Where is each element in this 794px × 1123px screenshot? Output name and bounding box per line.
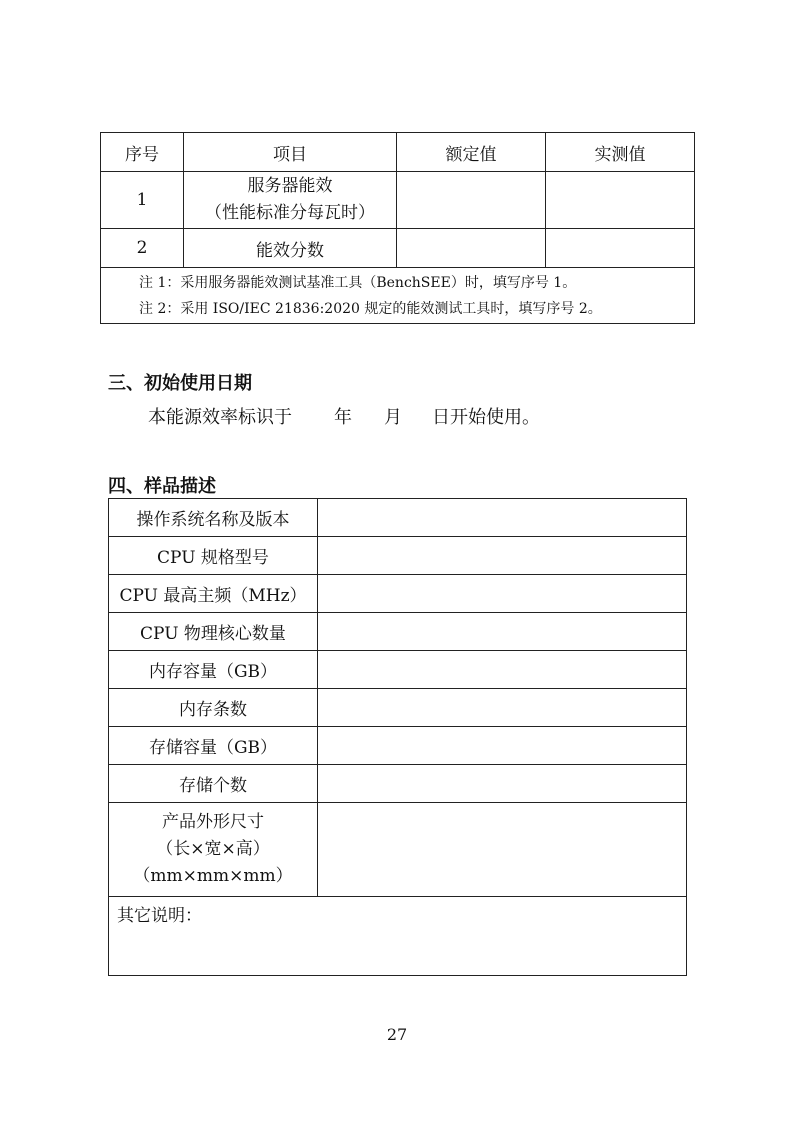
- size-label: [109, 803, 318, 897]
- item-line: 服务器能效: [247, 176, 333, 196]
- row-item: 能效分数: [184, 229, 397, 268]
- table-row: [109, 727, 687, 765]
- header-item: 项目: [184, 133, 397, 172]
- month-label: 月: [384, 407, 402, 428]
- table-row: [101, 172, 695, 229]
- section-heading-sample-description: 四、样品描述: [108, 476, 216, 497]
- date-suffix: 日开始使用。: [432, 407, 540, 428]
- note-2: 注 2：采用 ISO/IEC 21836:2020 规定的能效测试工具时，填写序号 2。: [139, 300, 602, 317]
- table-row: [109, 689, 687, 727]
- row-value-cell[interactable]: [318, 575, 687, 613]
- row-value-cell[interactable]: [318, 727, 687, 765]
- date-prefix: 本能源效率标识于: [148, 407, 292, 428]
- row-label: CPU 物理核心数量: [109, 613, 318, 651]
- table-row: [109, 537, 687, 575]
- header-no: 序号: [101, 133, 184, 172]
- measured-value-cell[interactable]: [546, 229, 695, 268]
- row-value-cell[interactable]: [318, 689, 687, 727]
- row-value-cell[interactable]: [318, 499, 687, 537]
- other-notes-cell[interactable]: [109, 897, 687, 976]
- header-measured: 实测值: [546, 133, 695, 172]
- initial-use-date-line: [148, 403, 540, 429]
- notes-row: [101, 268, 695, 324]
- size-label-line: 产品外形尺寸: [162, 812, 264, 832]
- row-no: 2: [101, 229, 184, 268]
- table-row: [109, 651, 687, 689]
- row-no: 1: [101, 172, 184, 229]
- notes-cell: [101, 268, 695, 324]
- page-number: 27: [386, 1025, 408, 1044]
- row-label: 存储容量（GB）: [109, 727, 318, 765]
- table-row: [109, 613, 687, 651]
- sample-description-table: [108, 498, 687, 976]
- section-heading-initial-use-date: 三、初始使用日期: [108, 373, 252, 394]
- header-rated: 额定值: [397, 133, 546, 172]
- size-value-cell[interactable]: [318, 803, 687, 897]
- note-1: 注 1：采用服务器能效测试基准工具（BenchSEE）时，填写序号 1。: [139, 274, 577, 291]
- energy-efficiency-table: [100, 132, 695, 324]
- rated-value-cell[interactable]: [397, 172, 546, 229]
- row-label: CPU 规格型号: [109, 537, 318, 575]
- row-value-cell[interactable]: [318, 537, 687, 575]
- item-line: （性能标准分每瓦时）: [205, 203, 375, 223]
- row-value-cell[interactable]: [318, 765, 687, 803]
- table-row: [109, 803, 687, 897]
- row-value-cell[interactable]: [318, 613, 687, 651]
- table-row: [109, 499, 687, 537]
- row-label: 内存容量（GB）: [109, 651, 318, 689]
- row-label: 内存条数: [109, 689, 318, 727]
- table-row: [109, 765, 687, 803]
- row-item: [184, 172, 397, 229]
- size-label-line: （mm×mm×mm）: [133, 866, 293, 886]
- row-value-cell[interactable]: [318, 651, 687, 689]
- table-row: [101, 229, 695, 268]
- row-label: 存储个数: [109, 765, 318, 803]
- other-notes-row: [109, 897, 687, 976]
- rated-value-cell[interactable]: [397, 229, 546, 268]
- row-label: CPU 最高主频（MHz）: [109, 575, 318, 613]
- table-row: [109, 575, 687, 613]
- other-notes-label: 其它说明：: [117, 906, 202, 926]
- row-label: 操作系统名称及版本: [109, 499, 318, 537]
- size-label-line: （长×宽×高）: [156, 839, 270, 859]
- measured-value-cell[interactable]: [546, 172, 695, 229]
- year-label: 年: [334, 407, 352, 428]
- table-header-row: [101, 133, 695, 172]
